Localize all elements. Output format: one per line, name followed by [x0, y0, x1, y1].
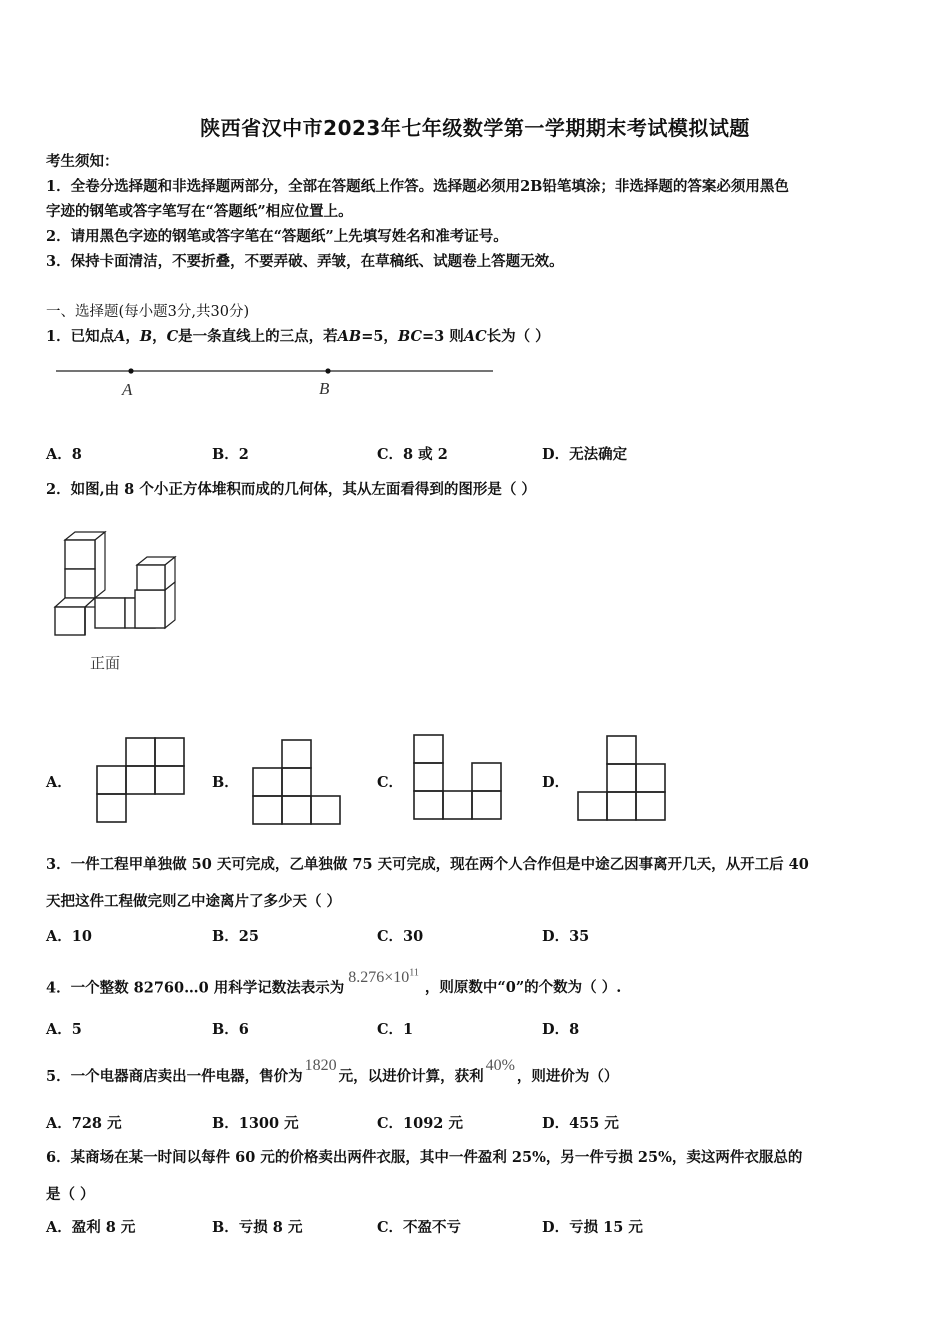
q2-option-b-figure[interactable] — [252, 739, 344, 827]
front-label: 正面 — [90, 654, 121, 672]
notice-item-1-cont: 字迹的钢笔或答字笔写在“答题纸”相应位置上。 — [46, 203, 353, 220]
page-title: 陕西省汉中市2023年七年级数学第一学期期末考试模拟试题 — [200, 116, 750, 140]
q3-option-c[interactable]: C．30 — [377, 928, 424, 945]
question-3-line-1: 3．一件工程甲单独做 50 天可完成，乙单独做 75 天可完成，现在两个人合作但是中途乙因事离开几天，从开工后 40 — [46, 856, 809, 873]
q3-option-a[interactable]: A．10 — [46, 928, 92, 945]
question-2: 2．如图,由 8 个小正方体堆积而成的几何体，其从左面看得到的图形是（ ） — [46, 481, 536, 498]
q2-option-c-figure[interactable] — [413, 734, 505, 822]
q5-option-c[interactable]: C．1092 元 — [377, 1115, 463, 1132]
notice-item-3: 3．保持卡面清洁，不要折叠，不要弄破、弄皱，在草稿纸、试题卷上答题无效。 — [46, 253, 564, 270]
cube-stack-right — [137, 557, 175, 590]
question-3-line-2: 天把这件工程做完则乙中途离片了多少天（ ） — [46, 893, 342, 910]
point-b-label: B — [319, 379, 330, 398]
q6-option-b[interactable]: B．亏损 8 元 — [212, 1219, 303, 1236]
q2-option-d-figure[interactable] — [577, 735, 669, 823]
section-heading: 一、选择题(每小题3分,共30分) — [46, 304, 250, 320]
point-b — [325, 368, 330, 373]
q4-option-a[interactable]: A．5 — [46, 1021, 82, 1038]
q4-option-c[interactable]: C．1 — [377, 1021, 414, 1038]
q4-option-d[interactable]: D．8 — [542, 1021, 580, 1038]
notice-heading: 考生须知： — [46, 153, 119, 170]
q2-option-d[interactable]: D． — [542, 774, 570, 791]
q5-profit-rate: 40% — [485, 1057, 515, 1074]
q1-option-d[interactable]: D．无法确定 — [542, 446, 628, 463]
point-a-label: A — [122, 380, 133, 399]
q5-option-a[interactable]: A．728 元 — [46, 1115, 122, 1132]
q3-option-d[interactable]: D．35 — [542, 928, 590, 945]
q1-option-b[interactable]: B．2 — [212, 446, 249, 463]
notice-item-1: 1．全卷分选择题和非选择题两部分，全部在答题纸上作答。选择题必须用2B铅笔填涂；非选择题的答案必须用黑色 — [46, 178, 789, 195]
q3-option-b[interactable]: B．25 — [212, 928, 259, 945]
point-a — [128, 368, 133, 373]
question-5: 5．一个电器商店卖出一件电器，售价为1820元，以进价计算，获利40%，则进价为（） — [46, 1057, 619, 1085]
q6-option-c[interactable]: C．不盈不亏 — [377, 1219, 462, 1236]
q4-option-b[interactable]: B．6 — [212, 1021, 249, 1038]
q6-option-a[interactable]: A．盈利 8 元 — [46, 1219, 136, 1236]
q2-option-a-figure[interactable] — [96, 737, 188, 825]
q2-option-a[interactable]: A． — [46, 774, 72, 791]
q1-option-a[interactable]: A．8 — [46, 446, 82, 463]
q5-option-d[interactable]: D．455 元 — [542, 1115, 619, 1132]
notice-item-2: 2．请用黑色字迹的钢笔或答字笔在“答题纸”上先填写姓名和准考证号。 — [46, 228, 508, 245]
question-6-line-1: 6．某商场在某一时间以每件 60 元的价格卖出两件衣服，其中一件盈利 25%，另一件亏损 25%，卖这两件衣服总的 — [46, 1149, 803, 1166]
q5-option-b[interactable]: B．1300 元 — [212, 1115, 299, 1132]
question-1: 1．已知点A，B，C是一条直线上的三点，若AB=5，BC=3 则AC长为（ ） — [46, 328, 550, 345]
q4-scientific-notation: $8.276\times 10^{11}$ — [348, 968, 419, 987]
q1-line-figure — [56, 360, 496, 405]
question-6-line-2: 是（ ） — [46, 1186, 95, 1203]
q2-option-c[interactable]: C． — [377, 774, 404, 791]
cube-stack-left — [65, 532, 105, 598]
q5-price: 1820 — [304, 1057, 337, 1074]
q6-option-d[interactable]: D．亏损 15 元 — [542, 1219, 643, 1236]
q2-option-b[interactable]: B． — [212, 774, 239, 791]
q1-option-c[interactable]: C．8 或 2 — [377, 446, 448, 463]
question-4: 4．一个整数 82760…0 用科学记数法表示为$8.276\times 10^{11}$，则原数中“0”的个数为（ ）. — [46, 968, 622, 997]
